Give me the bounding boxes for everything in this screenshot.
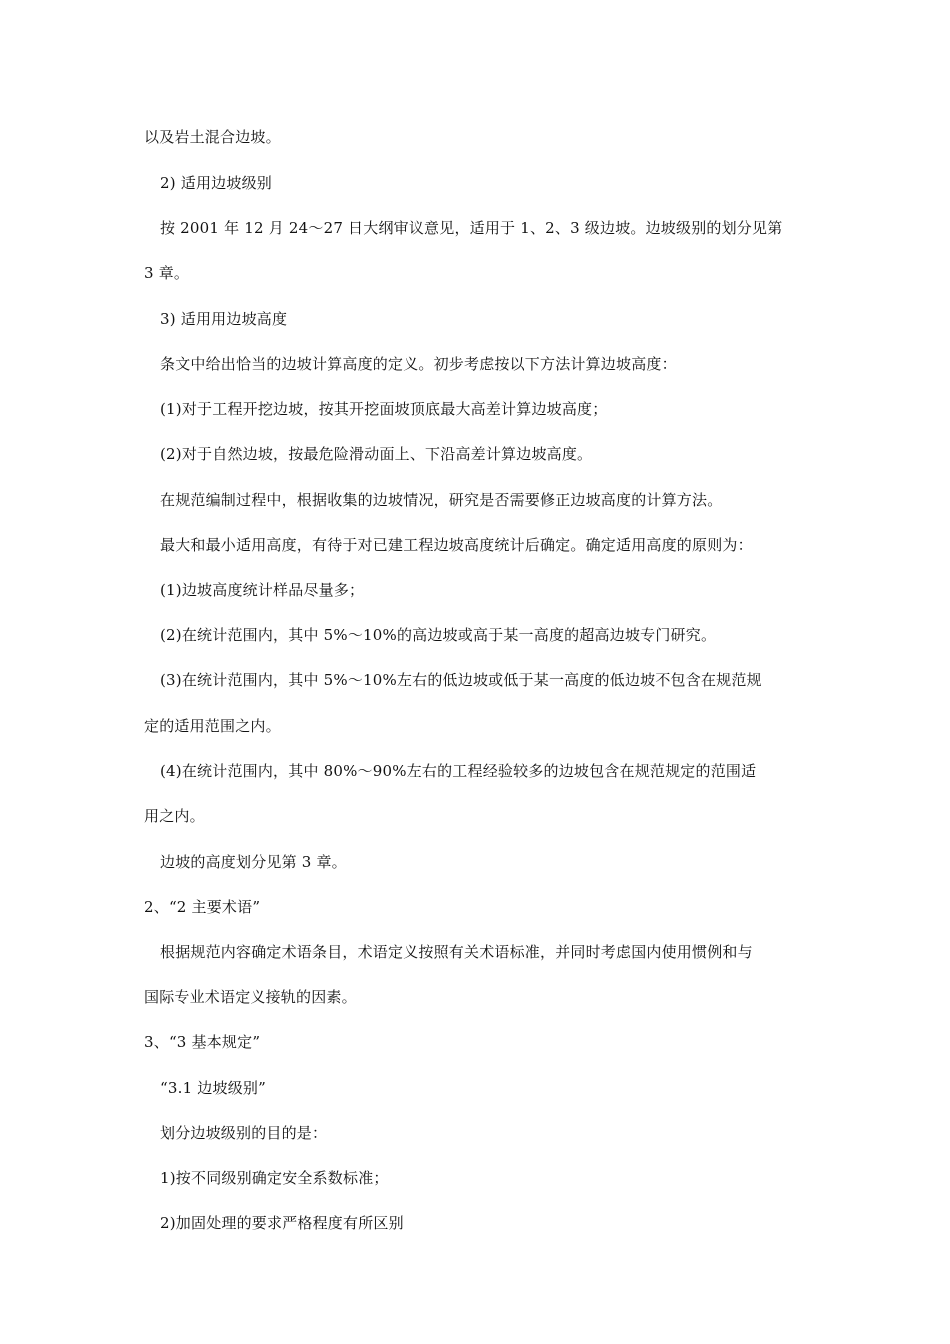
text-line: 用之内。	[144, 807, 205, 825]
text-line: 以及岩土混合边坡。	[144, 128, 281, 146]
text-line: 最大和最小适用高度，有待于对已建工程边坡高度统计后确定。确定适用高度的原则为：	[160, 536, 753, 554]
text-line: 条文中给出恰当的边坡计算高度的定义。初步考虑按以下方法计算边坡高度：	[160, 355, 677, 373]
text-line: (1)边坡高度统计样品尽量多；	[160, 581, 365, 599]
text-line: (2)对于自然边坡，按最危险滑动面上、下沿高差计算边坡高度。	[160, 445, 593, 463]
text-line: (4)在统计范围内，其中 80%～90%左右的工程经验较多的边坡包含在规范规定的范围适	[160, 762, 757, 780]
text-line: 3 章。	[144, 264, 190, 282]
text-line: 定的适用范围之内。	[144, 717, 281, 735]
section-heading: 3、“3 基本规定”	[144, 1033, 261, 1051]
text-line: (3)在统计范围内，其中 5%～10%左右的低边坡或低于某一高度的低边坡不包含在规范规	[160, 671, 762, 689]
text-line: 按 2001 年 12 月 24～27 日大纲审议意见，适用于 1、2、3 级边坡。边坡级别的划分见第	[160, 219, 783, 237]
text-line: 边坡的高度划分见第 3 章。	[160, 853, 347, 871]
text-line: 国际专业术语定义接轨的因素。	[144, 988, 357, 1006]
text-line: 在规范编制过程中，根据收集的边坡情况，研究是否需要修正边坡高度的计算方法。	[160, 491, 723, 509]
text-line: (1)对于工程开挖边坡，按其开挖面坡顶底最大高差计算边坡高度；	[160, 400, 608, 418]
section-heading: 2、“2 主要术语”	[144, 898, 261, 916]
text-line: (2)在统计范围内，其中 5%～10%的高边坡或高于某一高度的超高边坡专门研究。	[160, 626, 717, 644]
text-line: 1)按不同级别确定安全系数标准；	[160, 1169, 389, 1187]
text-line: 2)加固处理的要求严格程度有所区别	[160, 1214, 404, 1232]
text-line: 2) 适用边坡级别	[160, 174, 272, 192]
text-line: 根据规范内容确定术语条目，术语定义按照有关术语标准，并同时考虑国内使用惯例和与	[160, 943, 753, 961]
text-line: 划分边坡级别的目的是：	[160, 1124, 328, 1142]
text-line: 3) 适用用边坡高度	[160, 310, 288, 328]
subsection-heading: “3.1 边坡级别”	[160, 1079, 266, 1097]
